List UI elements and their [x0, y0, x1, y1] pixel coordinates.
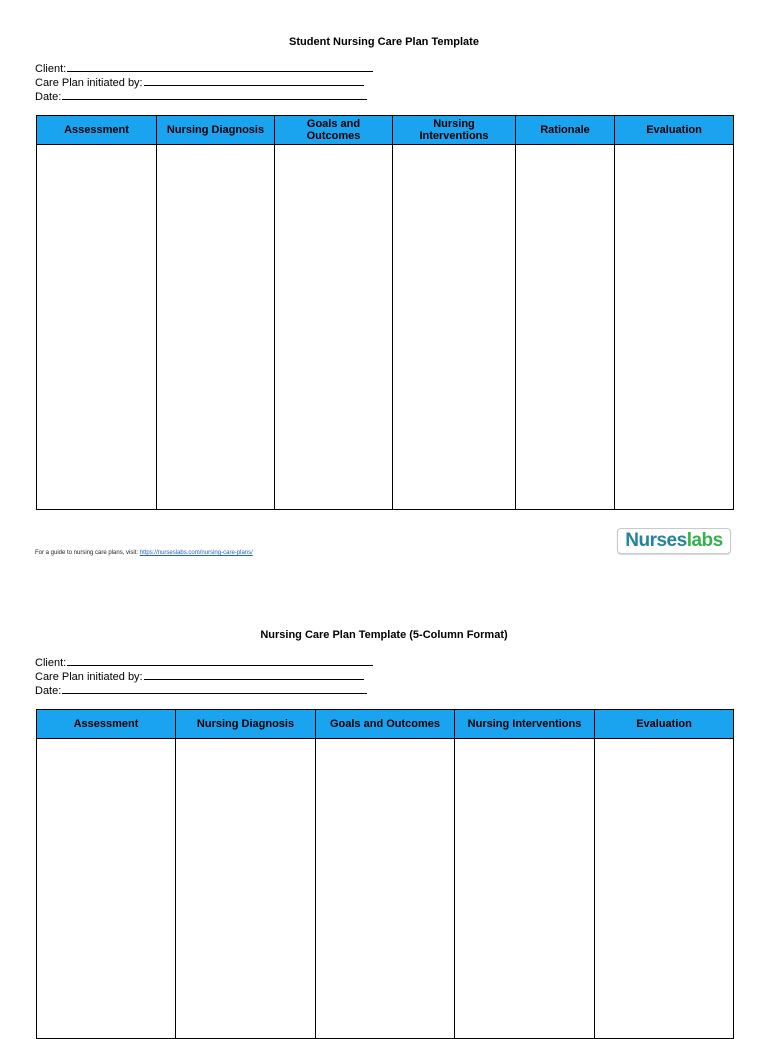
date-field-row — [35, 684, 373, 698]
nursing-care-plans-link[interactable]: https://nurseslabs.com/nursing-care-plans/ — [139, 550, 253, 556]
cell-goals-outcomes[interactable] — [316, 739, 455, 1039]
client-info-fields — [35, 62, 373, 104]
date-label: Date: — [35, 685, 62, 697]
col-header-assessment: Assessment — [37, 710, 176, 739]
col-header-nursing-interventions: Nursing Interventions — [455, 710, 595, 739]
client-label: Client: — [35, 657, 67, 669]
footer-note — [35, 549, 253, 557]
col-header-goals-outcomes: Goals and Outcomes — [275, 116, 393, 145]
nurseslabs-logo[interactable] — [617, 528, 731, 554]
footer-text: For a guide to nursing care plans, visit: — [35, 550, 139, 556]
logo-text-labs: labs — [686, 530, 723, 551]
col-header-nursing-diagnosis: Nursing Diagnosis — [157, 116, 275, 145]
page-title-5col: Nursing Care Plan Template (5-Column Format) — [260, 629, 508, 641]
initiated-field-row — [35, 670, 373, 684]
cell-nursing-diagnosis[interactable] — [176, 739, 316, 1039]
cell-goals-outcomes[interactable] — [275, 145, 393, 510]
cell-nursing-interventions[interactable] — [455, 739, 595, 1039]
care-plan-table-6col — [36, 115, 734, 510]
cell-assessment[interactable] — [37, 145, 157, 510]
col-header-evaluation: Evaluation — [615, 116, 734, 145]
col-header-evaluation: Evaluation — [595, 710, 734, 739]
cell-nursing-diagnosis[interactable] — [157, 145, 275, 510]
date-field-row — [35, 90, 373, 104]
page-title: Student Nursing Care Plan Template — [289, 36, 479, 48]
client-input-line[interactable] — [67, 656, 373, 666]
date-input-line[interactable] — [62, 684, 367, 694]
col-header-nursing-interventions: Nursing Interventions — [393, 116, 516, 145]
cell-evaluation[interactable] — [615, 145, 734, 510]
date-input-line[interactable] — [62, 90, 367, 100]
col-header-rationale: Rationale — [516, 116, 615, 145]
table-row — [37, 739, 734, 1039]
date-label: Date: — [35, 91, 62, 103]
initiated-label: Care Plan initiated by: — [35, 77, 143, 89]
initiated-field-row — [35, 76, 373, 90]
initiated-label: Care Plan initiated by: — [35, 671, 143, 683]
cell-nursing-interventions[interactable] — [393, 145, 516, 510]
col-header-nursing-diagnosis: Nursing Diagnosis — [176, 710, 316, 739]
table-row — [37, 145, 734, 510]
table-header-row — [37, 710, 734, 739]
initiated-input-line[interactable] — [144, 670, 364, 680]
client-label: Client: — [35, 63, 67, 75]
client-info-fields-5col — [35, 656, 373, 698]
col-header-goals-outcomes: Goals and Outcomes — [316, 710, 455, 739]
client-input-line[interactable] — [67, 62, 373, 72]
client-field-row — [35, 62, 373, 76]
care-plan-table-5col — [36, 709, 734, 1039]
client-field-row — [35, 656, 373, 670]
cell-assessment[interactable] — [37, 739, 176, 1039]
logo-text-nurses: Nurses — [625, 530, 687, 551]
initiated-input-line[interactable] — [144, 76, 364, 86]
cell-evaluation[interactable] — [595, 739, 734, 1039]
col-header-assessment: Assessment — [37, 116, 157, 145]
cell-rationale[interactable] — [516, 145, 615, 510]
table-header-row — [37, 116, 734, 145]
